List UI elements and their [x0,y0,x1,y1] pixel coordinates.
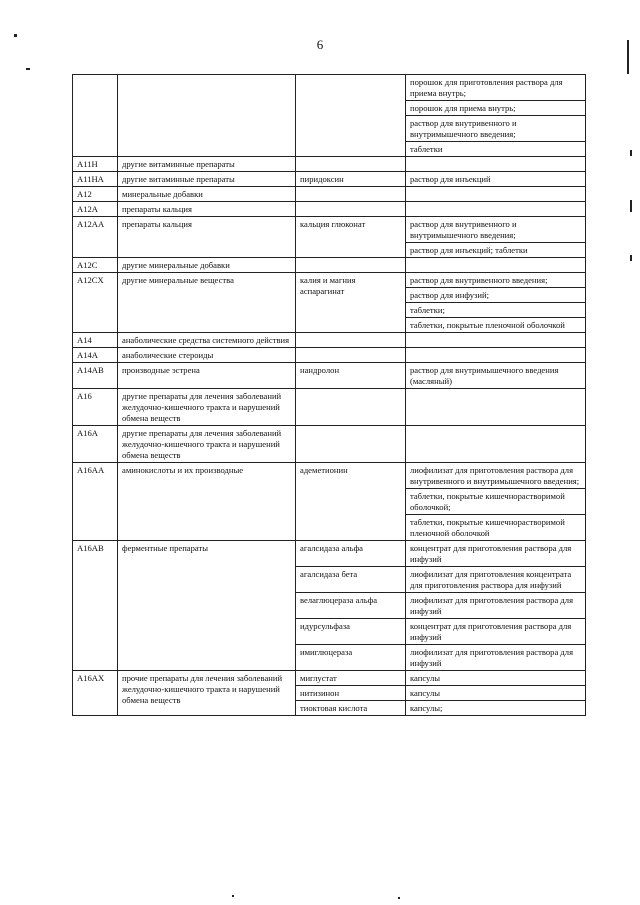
dosage-form-cell: таблетки, покрытые пленочной оболочкой [406,318,586,333]
dosage-form-cell: капсулы [406,671,586,686]
dosage-form-cell: лиофилизат для приготовления раствора для инфузий [406,645,586,671]
drug-name-cell [296,258,406,273]
table-row [73,541,586,567]
drug-name-cell [296,333,406,348]
table-row [73,172,586,187]
group-name-cell: аминокислоты и их производные [118,463,296,541]
scan-mark [627,40,629,74]
scan-mark [14,34,17,37]
group-name-cell: анаболические средства системного действия [118,333,296,348]
atc-code-cell: A14 [73,333,118,348]
dosage-form-cell: раствор для внутривенного и внутримышечного введения; [406,217,586,243]
scan-mark [630,150,632,156]
atc-code-cell: A16AB [73,541,118,671]
atc-code-cell: A16AA [73,463,118,541]
group-name-cell: препараты кальция [118,217,296,258]
group-name-cell: анаболические стероиды [118,348,296,363]
table-row [73,157,586,172]
group-name-cell: препараты кальция [118,202,296,217]
group-name-cell: минеральные добавки [118,187,296,202]
atc-code-cell [73,75,118,157]
dosage-form-cell [406,258,586,273]
dosage-form-cell: таблетки, покрытые кишечнорастворимой пленочной оболочкой [406,515,586,541]
dosage-form-cell [406,202,586,217]
atc-code-cell: A16AX [73,671,118,716]
drug-name-cell [296,426,406,463]
table-row [73,75,586,101]
group-name-cell: другие препараты для лечения заболеваний желудочно-кишечного тракта и нарушений обмена веществ [118,389,296,426]
atc-code-cell: A12CX [73,273,118,333]
atc-code-cell: A14A [73,348,118,363]
table-row [73,363,586,389]
table-row [73,671,586,686]
dosage-form-cell: таблетки, покрытые кишечнорастворимой оболочкой; [406,489,586,515]
drug-name-cell [296,157,406,172]
drug-name-cell [296,348,406,363]
drug-name-cell [296,75,406,157]
atc-code-cell: A11HA [73,172,118,187]
drug-name-cell: калия и магния аспарагинат [296,273,406,333]
table-row [73,333,586,348]
dosage-form-cell: раствор для внутривенного введения; [406,273,586,288]
scan-mark [26,68,30,70]
scan-mark [232,895,234,897]
group-name-cell [118,75,296,157]
scan-mark [630,255,632,261]
dosage-form-cell: раствор для внутривенного и внутримышечного введения; [406,116,586,142]
dosage-form-cell: концентрат для приготовления раствора для инфузий [406,619,586,645]
atc-code-cell: A16 [73,389,118,426]
drug-name-cell: миглустат [296,671,406,686]
table-row [73,348,586,363]
drug-name-cell [296,187,406,202]
dosage-form-cell: таблетки [406,142,586,157]
dosage-form-cell: лиофилизат для приготовления раствора для инфузий [406,593,586,619]
table-row [73,187,586,202]
dosage-form-cell: капсулы; [406,701,586,716]
drug-name-cell: адеметионин [296,463,406,541]
dosage-form-cell: порошок для приема внутрь; [406,101,586,116]
drug-name-cell: идурсульфаза [296,619,406,645]
drug-name-cell: нитизинон [296,686,406,701]
atc-code-cell: A12C [73,258,118,273]
drug-name-cell: пиридоксин [296,172,406,187]
table-row [73,426,586,463]
dosage-form-cell [406,389,586,426]
drug-name-cell: агалсидаза альфа [296,541,406,567]
table-body [73,75,586,716]
drug-name-cell: имиглюцераза [296,645,406,671]
dosage-form-cell [406,333,586,348]
dosage-form-cell: порошок для приготовления раствора для приема внутрь; [406,75,586,101]
drug-name-cell: кальция глюконат [296,217,406,258]
dosage-form-cell: капсулы [406,686,586,701]
group-name-cell: другие витаминные препараты [118,157,296,172]
drug-name-cell [296,389,406,426]
dosage-form-cell: концентрат для приготовления раствора для инфузий [406,541,586,567]
group-name-cell: прочие препараты для лечения заболеваний желудочно-кишечного тракта и нарушений обмена веществ [118,671,296,716]
dosage-form-cell [406,157,586,172]
group-name-cell: другие витаминные препараты [118,172,296,187]
table-row [73,217,586,243]
group-name-cell: ферментные препараты [118,541,296,671]
table-row [73,273,586,288]
atc-code-cell: A12 [73,187,118,202]
group-name-cell: другие минеральные добавки [118,258,296,273]
drug-name-cell: тиоктовая кислота [296,701,406,716]
atc-code-cell: A16A [73,426,118,463]
dosage-form-cell: таблетки; [406,303,586,318]
drug-classification-table [72,74,586,716]
group-name-cell: другие минеральные вещества [118,273,296,333]
scan-mark [630,200,632,212]
page-number: 6 [316,37,324,52]
dosage-form-cell: раствор для инъекций; таблетки [406,243,586,258]
drug-name-cell: агалсидаза бета [296,567,406,593]
table-row [73,202,586,217]
table-row [73,463,586,489]
dosage-form-cell: раствор для инъекций [406,172,586,187]
drug-name-cell [296,202,406,217]
dosage-form-cell: раствор для инфузий; [406,288,586,303]
dosage-form-cell [406,348,586,363]
drug-name-cell: велаглюцераза альфа [296,593,406,619]
atc-code-cell: A12A [73,202,118,217]
drug-name-cell: нандролон [296,363,406,389]
dosage-form-cell: раствор для внутримышечного введения (масляный) [406,363,586,389]
atc-code-cell: A11H [73,157,118,172]
dosage-form-cell [406,187,586,202]
atc-code-cell: A14AB [73,363,118,389]
group-name-cell: производные эстрена [118,363,296,389]
scan-mark [398,897,400,899]
atc-code-cell: A12AA [73,217,118,258]
group-name-cell: другие препараты для лечения заболеваний желудочно-кишечного тракта и нарушений обмена веществ [118,426,296,463]
table-row [73,258,586,273]
dosage-form-cell [406,426,586,463]
dosage-form-cell: лиофилизат для приготовления концентрата для приготовления раствора для инфузий [406,567,586,593]
table-row [73,389,586,426]
dosage-form-cell: лиофилизат для приготовления раствора для внутривенного и внутримышечного введения; [406,463,586,489]
